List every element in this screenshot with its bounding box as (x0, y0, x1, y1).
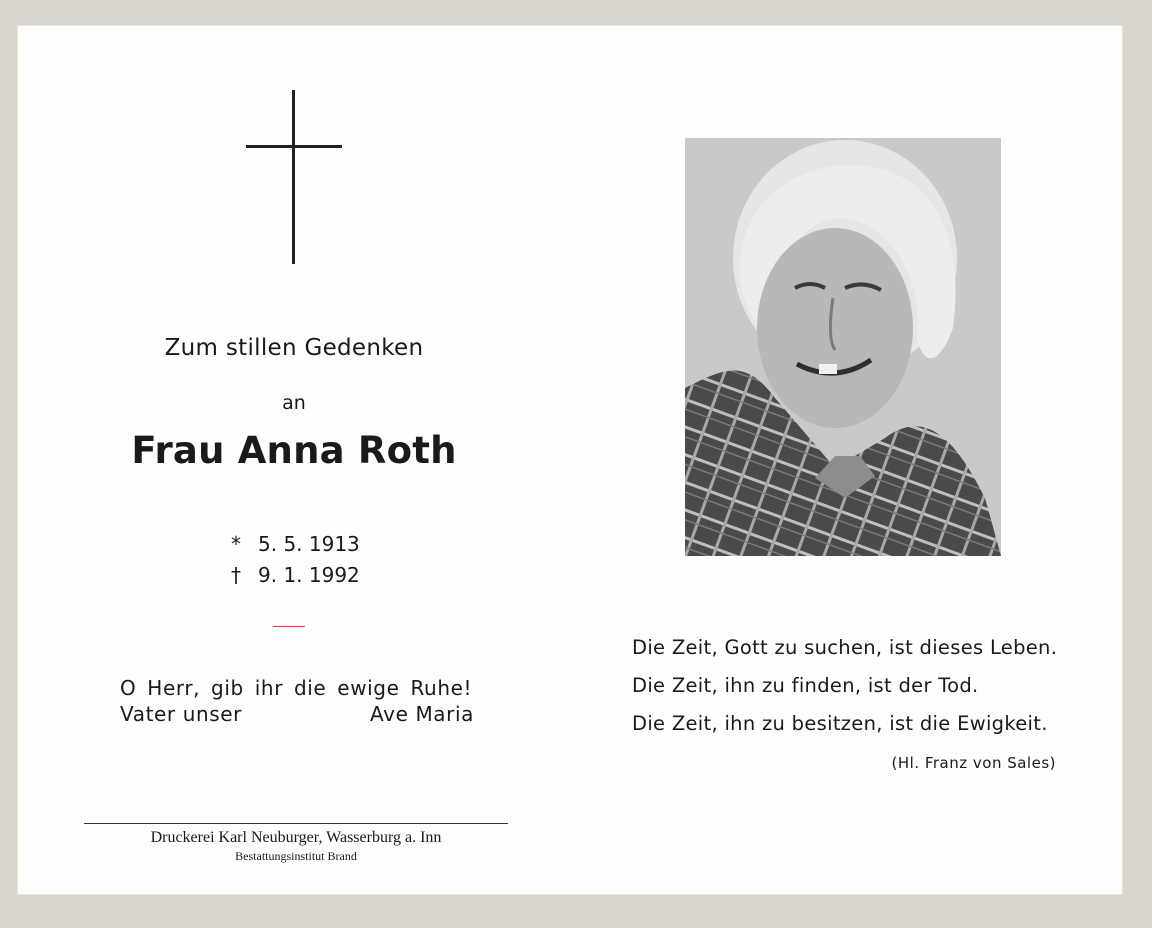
printer-credit (84, 828, 508, 864)
memorial-heading: Zum stillen Gedenken (164, 335, 424, 361)
life-dates (214, 529, 360, 591)
death-date: 9. 1. 1992 (258, 563, 360, 587)
quote-block (632, 629, 1072, 743)
prayer-right: Ave Maria (370, 702, 474, 726)
quote-line: Die Zeit, ihn zu finden, ist der Tod. (632, 674, 979, 697)
cross-icon (246, 90, 342, 266)
memorial-card (18, 26, 1122, 894)
prayer-left: Vater unser (120, 702, 243, 726)
death-symbol: † (231, 563, 241, 587)
birth-symbol: * (231, 532, 241, 556)
preposition: an (282, 392, 306, 414)
death-row (214, 560, 360, 591)
divider (273, 626, 305, 627)
printer-line-2: Bestattungsinstitut Brand (235, 849, 357, 863)
prayer-block (120, 676, 474, 726)
prayer-line: O Herr, gib ihr die ewige Ruhe! (120, 676, 473, 700)
quote-attribution: (Hl. Franz von Sales) (891, 754, 1056, 772)
quote-line: Die Zeit, ihn zu besitzen, ist die Ewigkeit. (632, 712, 1048, 735)
deceased-name: Frau Anna Roth (131, 429, 457, 472)
printer-rule (84, 823, 508, 824)
birth-date: 5. 5. 1913 (258, 532, 360, 556)
quote-line: Die Zeit, Gott zu suchen, ist dieses Leben. (632, 636, 1058, 659)
printer-line-1: Druckerei Karl Neuburger, Wasserburg a. Inn (150, 829, 442, 846)
birth-row (214, 529, 360, 560)
prayer-names (120, 702, 474, 726)
portrait-photo (685, 138, 1001, 556)
